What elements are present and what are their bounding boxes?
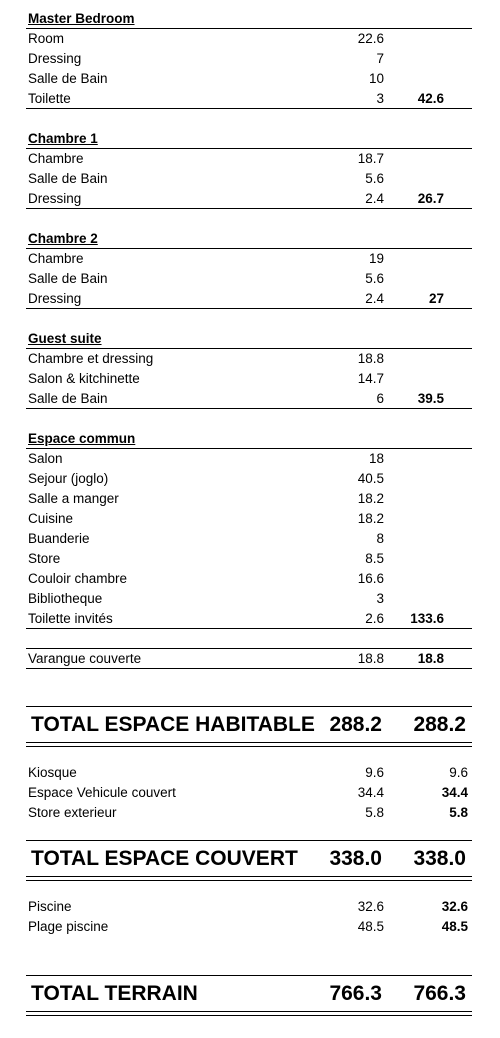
row-value: 18.8 [357, 351, 384, 366]
table-row [26, 609, 472, 629]
table-row [26, 49, 472, 69]
row-label: Piscine [28, 899, 72, 914]
row-value: 34.4 [357, 785, 384, 800]
row-label: Store exterieur [28, 805, 117, 820]
divider [26, 408, 472, 409]
section-title-chambre-1: Chambre 1 [28, 131, 98, 146]
row-value: 10 [368, 71, 384, 86]
row-subtotal: 32.6 [441, 899, 468, 914]
row-value: 3 [376, 591, 384, 606]
row-value: 40.5 [357, 471, 384, 486]
row-label: Salle de Bain [28, 391, 108, 406]
row-value: 8.5 [365, 551, 384, 566]
total-value: 338.0 [329, 847, 382, 870]
double-divider [26, 876, 472, 881]
row-label: Cuisine [28, 511, 74, 526]
total-value: 766.3 [329, 982, 382, 1005]
divider [26, 208, 472, 209]
divider [26, 706, 472, 707]
row-value: 18.8 [357, 651, 384, 666]
row-label: Salle de Bain [28, 271, 108, 286]
total-terrain-row [26, 977, 472, 1011]
total-label: TOTAL ESPACE COUVERT [31, 847, 298, 870]
row-value: 7 [376, 51, 384, 66]
table-row [26, 449, 472, 469]
row-value: 5.8 [365, 805, 384, 820]
row-value: 18.2 [357, 511, 384, 526]
row-label: Chambre [28, 251, 84, 266]
row-label: Salle a manger [28, 491, 119, 506]
row-value: 18.2 [357, 491, 384, 506]
table-row [26, 803, 472, 823]
table-row [26, 763, 472, 783]
divider [26, 628, 472, 629]
total-label: TOTAL TERRAIN [31, 982, 198, 1005]
row-label: Toilette invités [28, 611, 113, 626]
section-title-espace-commun: Espace commun [28, 431, 136, 446]
row-value: 32.6 [357, 899, 384, 914]
table-row [26, 29, 472, 49]
table-row [26, 89, 472, 109]
total-value-2: 338.0 [413, 847, 466, 870]
row-label: Dressing [28, 51, 82, 66]
row-value: 2.6 [365, 611, 384, 626]
row-subtotal: 39.5 [417, 391, 444, 406]
table-row [26, 569, 472, 589]
divider [26, 975, 472, 976]
table-row [26, 369, 472, 389]
row-value: 48.5 [357, 919, 384, 934]
divider [26, 308, 472, 309]
row-subtotal: 9.6 [449, 765, 468, 780]
table-row [26, 289, 472, 309]
table-row [26, 249, 472, 269]
total-label: TOTAL ESPACE HABITABLE [31, 713, 315, 736]
section-title-master-bedroom: Master Bedroom [28, 11, 135, 26]
table-row [26, 389, 472, 409]
table-row [26, 897, 472, 917]
row-label: Couloir chambre [28, 571, 128, 586]
row-value: 2.4 [365, 291, 384, 306]
row-subtotal: 42.6 [417, 91, 444, 106]
row-value: 18.7 [357, 151, 384, 166]
row-subtotal: 26.7 [417, 191, 444, 206]
divider [26, 840, 472, 841]
table-row [26, 269, 472, 289]
row-value: 22.6 [357, 31, 384, 46]
row-label: Room [28, 31, 65, 46]
table-row [26, 529, 472, 549]
row-label: Buanderie [28, 531, 90, 546]
section-title-guest-suite: Guest suite [28, 331, 102, 346]
row-label: Chambre et dressing [28, 351, 154, 366]
row-subtotal: 18.8 [417, 651, 444, 666]
table-row [26, 783, 472, 803]
total-habitable-row [26, 708, 472, 742]
row-label: Salon & kitchinette [28, 371, 140, 386]
table-row [26, 169, 472, 189]
row-label: Bibliotheque [28, 591, 103, 606]
row-value: 8 [376, 531, 384, 546]
row-value: 3 [376, 91, 384, 106]
row-value: 5.6 [365, 271, 384, 286]
total-couvert-row [26, 842, 472, 876]
row-label: Dressing [28, 191, 82, 206]
row-label: Salle de Bain [28, 71, 108, 86]
row-label: Kiosque [28, 765, 77, 780]
table-row [26, 549, 472, 569]
total-value-2: 766.3 [413, 982, 466, 1005]
table-row [26, 69, 472, 89]
row-value: 16.6 [357, 571, 384, 586]
row-label: Toilette [28, 91, 71, 106]
row-label: Plage piscine [28, 919, 109, 934]
row-subtotal: 27 [428, 291, 444, 306]
total-value: 288.2 [329, 713, 382, 736]
row-label: Varangue couverte [28, 651, 142, 666]
section-title-chambre-2: Chambre 2 [28, 231, 98, 246]
table-row [26, 189, 472, 209]
row-label: Salle de Bain [28, 171, 108, 186]
row-label: Espace Vehicule couvert [28, 785, 176, 800]
table-row [26, 149, 472, 169]
row-value: 9.6 [365, 765, 384, 780]
table-row [26, 509, 472, 529]
row-value: 6 [376, 391, 384, 406]
row-label: Dressing [28, 291, 82, 306]
double-divider [26, 1011, 472, 1016]
row-subtotal: 34.4 [441, 785, 468, 800]
divider [26, 108, 472, 109]
row-label: Salon [28, 451, 63, 466]
row-value: 19 [368, 251, 384, 266]
table-row [26, 489, 472, 509]
row-label: Chambre [28, 151, 84, 166]
table-row [26, 349, 472, 369]
table-row [26, 589, 472, 609]
table-row [26, 649, 472, 669]
table-row [26, 469, 472, 489]
table-row [26, 917, 472, 937]
total-value-2: 288.2 [413, 713, 466, 736]
row-subtotal: 133.6 [410, 611, 444, 626]
row-value: 5.6 [365, 171, 384, 186]
row-value: 14.7 [357, 371, 384, 386]
row-value: 18 [368, 451, 384, 466]
row-value: 2.4 [365, 191, 384, 206]
double-divider [26, 742, 472, 747]
divider [26, 668, 472, 669]
row-label: Store [28, 551, 61, 566]
row-subtotal: 48.5 [441, 919, 468, 934]
row-subtotal: 5.8 [449, 805, 468, 820]
row-label: Sejour (joglo) [28, 471, 109, 486]
